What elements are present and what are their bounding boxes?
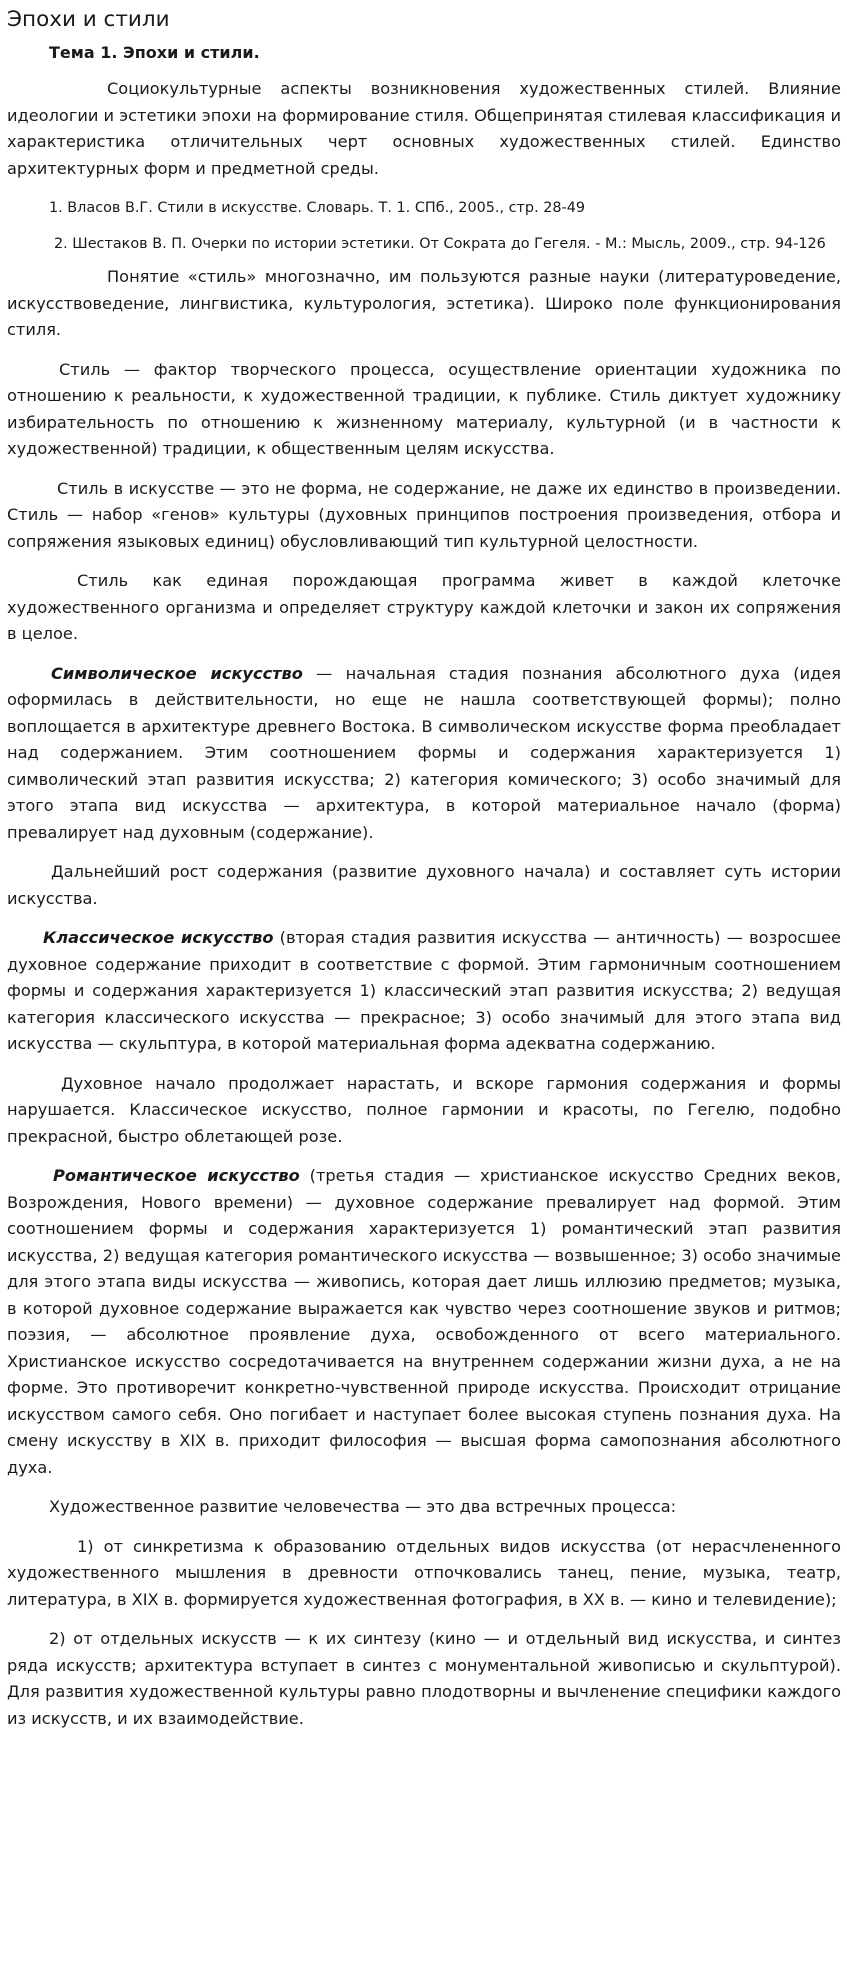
paragraph-content-growth: Дальнейший рост содержания (развитие духовного начала) и составляет суть истории искусства. xyxy=(7,862,841,908)
paragraph-spiritual-growth: Духовное начало продолжает нарастать, и вскоре гармония содержания и формы нарушается. Классическое искусство, полное гармонии и красоты, по Гегелю, подобно прекрасной, быстро облетающей розе. xyxy=(7,1073,841,1146)
paragraph-style-program: Стиль как единая порождающая программа живет в каждой клеточке художественного организма и определяет структуру каждой клеточки и закон их сопряжения в целое. xyxy=(7,571,841,643)
paragraph-style-concept: Понятие «стиль» многозначно, им пользуются разные науки (литературоведение, искусствоведение, лингвистика, культурология, эстетика). Широко поле функционирования стиля. xyxy=(7,267,841,339)
paragraph-process-one: 1) от синкретизма к образованию отдельных видов искусства (от нерасчлененного художественного мышления в древности отпочковались танец, пение, музыка, театр, литература, в XIX в. формируется художественная фотография, в XX в. — кино и телевидение); xyxy=(7,1536,841,1609)
term-romantic-art: Романтическое искусство xyxy=(53,1166,300,1185)
topic-heading: Тема 1. Эпохи и стили. xyxy=(49,43,260,62)
term-symbolic-art: Символическое искусство xyxy=(51,663,303,683)
paragraph-text: — начальная стадия познания абсолютного духа (идея оформилась в действительности, но еще не нашла соответствующей формы); полно воплощается в архитектуре древнего Востока. В символическом искусстве форма преобладает над содержанием. Этим соотношением формы и содержания характеризуется 1) символический этап развития искусства; 2) категория комического; 3) особо значимый для этого этапа вид искусства — архитектура, в которой материальное начало (форма) превалирует над духовным (содержание). xyxy=(7,663,841,842)
paragraph-style-factor: Стиль — фактор творческого процесса, осуществление ориентации художника по отношению к реальности, к художественной традиции, к публике. Стиль диктует художнику избирательность по отношению к жизненному материалу, культурной (и в частности к художественной) традиции, к общественным целям искусства. xyxy=(7,359,841,458)
term-classical-art: Классическое искусство xyxy=(43,928,274,947)
paragraph-style-in-art: Стиль в искусстве — это не форма, не содержание, не даже их единство в произведении. Стиль — набор «генов» культуры (духовных принципов построения произведения, отбора и сопряжения языковых единиц) обусловливающий тип культурной целостности. xyxy=(7,478,841,551)
document-title: Эпохи и стили xyxy=(7,7,170,32)
paragraph-process-two: 2) от отдельных искусств — к их синтезу (кино — и отдельный вид искусства, и синтез ряда искусств; архитектура вступает в синтез с монументальной живописью и скульптурой). Для развития художественной культуры равно плодотворны и вычленение специфики каждого из искусств, и их взаимодействие. xyxy=(7,1629,841,1728)
paragraph-text: (вторая стадия развития искусства — античность) — возросшее духовное содержание приходит в соответствие с формой. Этим гармоничным соотношением формы и содержания характеризуется 1) классический этап развития искусства; 2) ведущая категория классического искусства — прекрасное; 3) особо значимый для этого этапа вид искусства — скульптура, в которой материальная форма адекватна содержанию. xyxy=(7,928,841,1053)
paragraph-romantic-art xyxy=(7,1163,841,1481)
paragraph-classical-art xyxy=(7,925,841,1058)
reference-item: 2. Шестаков В. П. Очерки по истории эстетики. От Сократа до Гегеля. - М.: Мысль, 2009., стр. 94-126 xyxy=(54,236,826,252)
reference-item: 1. Власов В.Г. Стили в искусстве. Словарь. Т. 1. СПб., 2005., стр. 28-49 xyxy=(49,200,586,216)
paragraph-text: (третья стадия — христианское искусство Средних веков, Возрождения, Нового времени) — духовное содержание превалирует над формой. Этим соотношением формы и содержания характеризуется 1) романтический этап развития искусства, 2) ведущая категория романтического искусства — возвышенное; 3) особо значимые для этого этапа виды искусства — живопись, которая дает лишь иллюзию предметов; музыка, в которой духовное содержание выражается как чувство через соотношение звуков и ритмов; поэзия, — абсолютное проявление духа, освобожденного от всего материального. Христианское искусство сосредотачивается на внутреннем содержании жизни духа, а не на форме. Это противоречит конкретно-чувственной природе искусства. Происходит отрицание искусством самого себя. Оно погибает и наступает более высокая ступень познания духа. На смену искусству в XIX в. приходит философия — высшая форма самопознания абсолютного духа. xyxy=(7,1166,842,1477)
paragraph-symbolic-art xyxy=(7,661,841,847)
paragraph-two-processes: Художественное развитие человечества — это два встречных процесса: xyxy=(49,1497,677,1516)
intro-paragraph: Социокультурные аспекты возникновения художественных стилей. Влияние идеологии и эстетики эпохи на формирование стиля. Общепринятая стилевая классификация и характеристика отличительных черт основных художественных стилей. Единство архитектурных форм и предметной среды. xyxy=(7,79,841,178)
